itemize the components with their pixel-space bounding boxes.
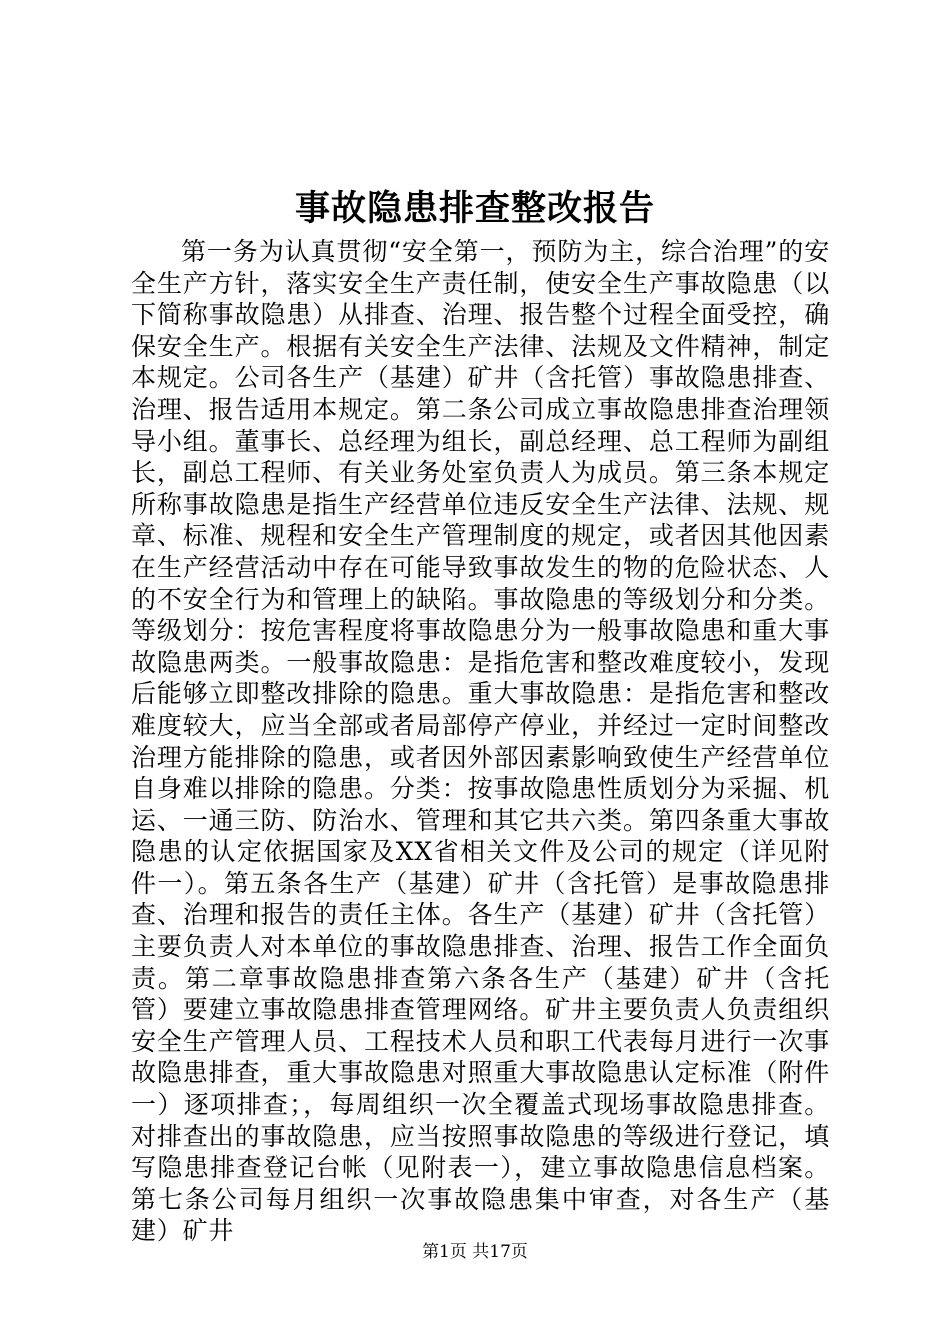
page-number-footer: 第1页 共17页 [422,1242,528,1262]
document-body-text: 第一务为认真贯彻“安全第一，预防为主，综合治理”的安全生产方针，落实安全生产责任制，使安全生产事故隐患（以下简称事故隐患）从排查、治理、报告整个过程全面受控，确保安全生产。根据有关安全生产法律、法规及文件精神，制定本规定。公司各生产（基建）矿井（含托管）事故隐患排查、治理、报告适用本规定。第二条公司成立事故隐患排查治理领导小组。董事长、总经理为组长，副总经理、总工程师为副组长，副总工程师、有关业务处室负责人为成员。第三条本规定所称事故隐患是指生产经营单位违反安全生产法律、法规、规章、标准、规程和安全生产管理制度的规定，或者因其他因素在生产经营活动中存在可能导致事故发生的物的危险状态、人的不安全行为和管理上的缺陷。事故隐患的等级划分和分类。等级划分：按危害程度将事故隐患分为一般事故隐患和重大事故隐患两类。一般事故隐患：是指危害和整改难度较小，发现后能够立即整改排除的隐患。重大事故隐患：是指危害和整改难度较大，应当全部或者局部停产停业，并经过一定时间整改治理方能排除的隐患，或者因外部因素影响致使生产经营单位自身难以排除的隐患。分类：按事故隐患性质划分为采掘、机运、一通三防、防治水、管理和其它共六类。第四条重大事故隐患的认定依据国家及XX省相关文件及公司的规定（详见附件一）。第五条各生产（基建）矿井（含托管）是事故隐患排查、治理和报告的责任主体。各生产（基建）矿井（含托管）主要负责人对本单位的事故隐患排查、治理、报告工作全面负责。第二章事故隐患排查第六条各生产（基建）矿井（含托管）要建立事故隐患排查管理网络。矿井主要负责人负责组织安全生产管理人员、工程技术人员和职工代表每月进行一次事故隐患排查，重大事故隐患对照重大事故隐患认定标准（附件一）逐项排查；，每周组织一次全覆盖式现场事故隐患排查。对排查出的事故隐患，应当按照事故隐患的等级进行登记，填写隐患排查登记台帐（见附表一），建立事故隐患信息档案。第七条公司每月组织一次事故隐患集中审查，对各生产（基建）矿井 [131,237,830,1246]
document-title: 事故隐患排查整改报告 [294,188,655,229]
